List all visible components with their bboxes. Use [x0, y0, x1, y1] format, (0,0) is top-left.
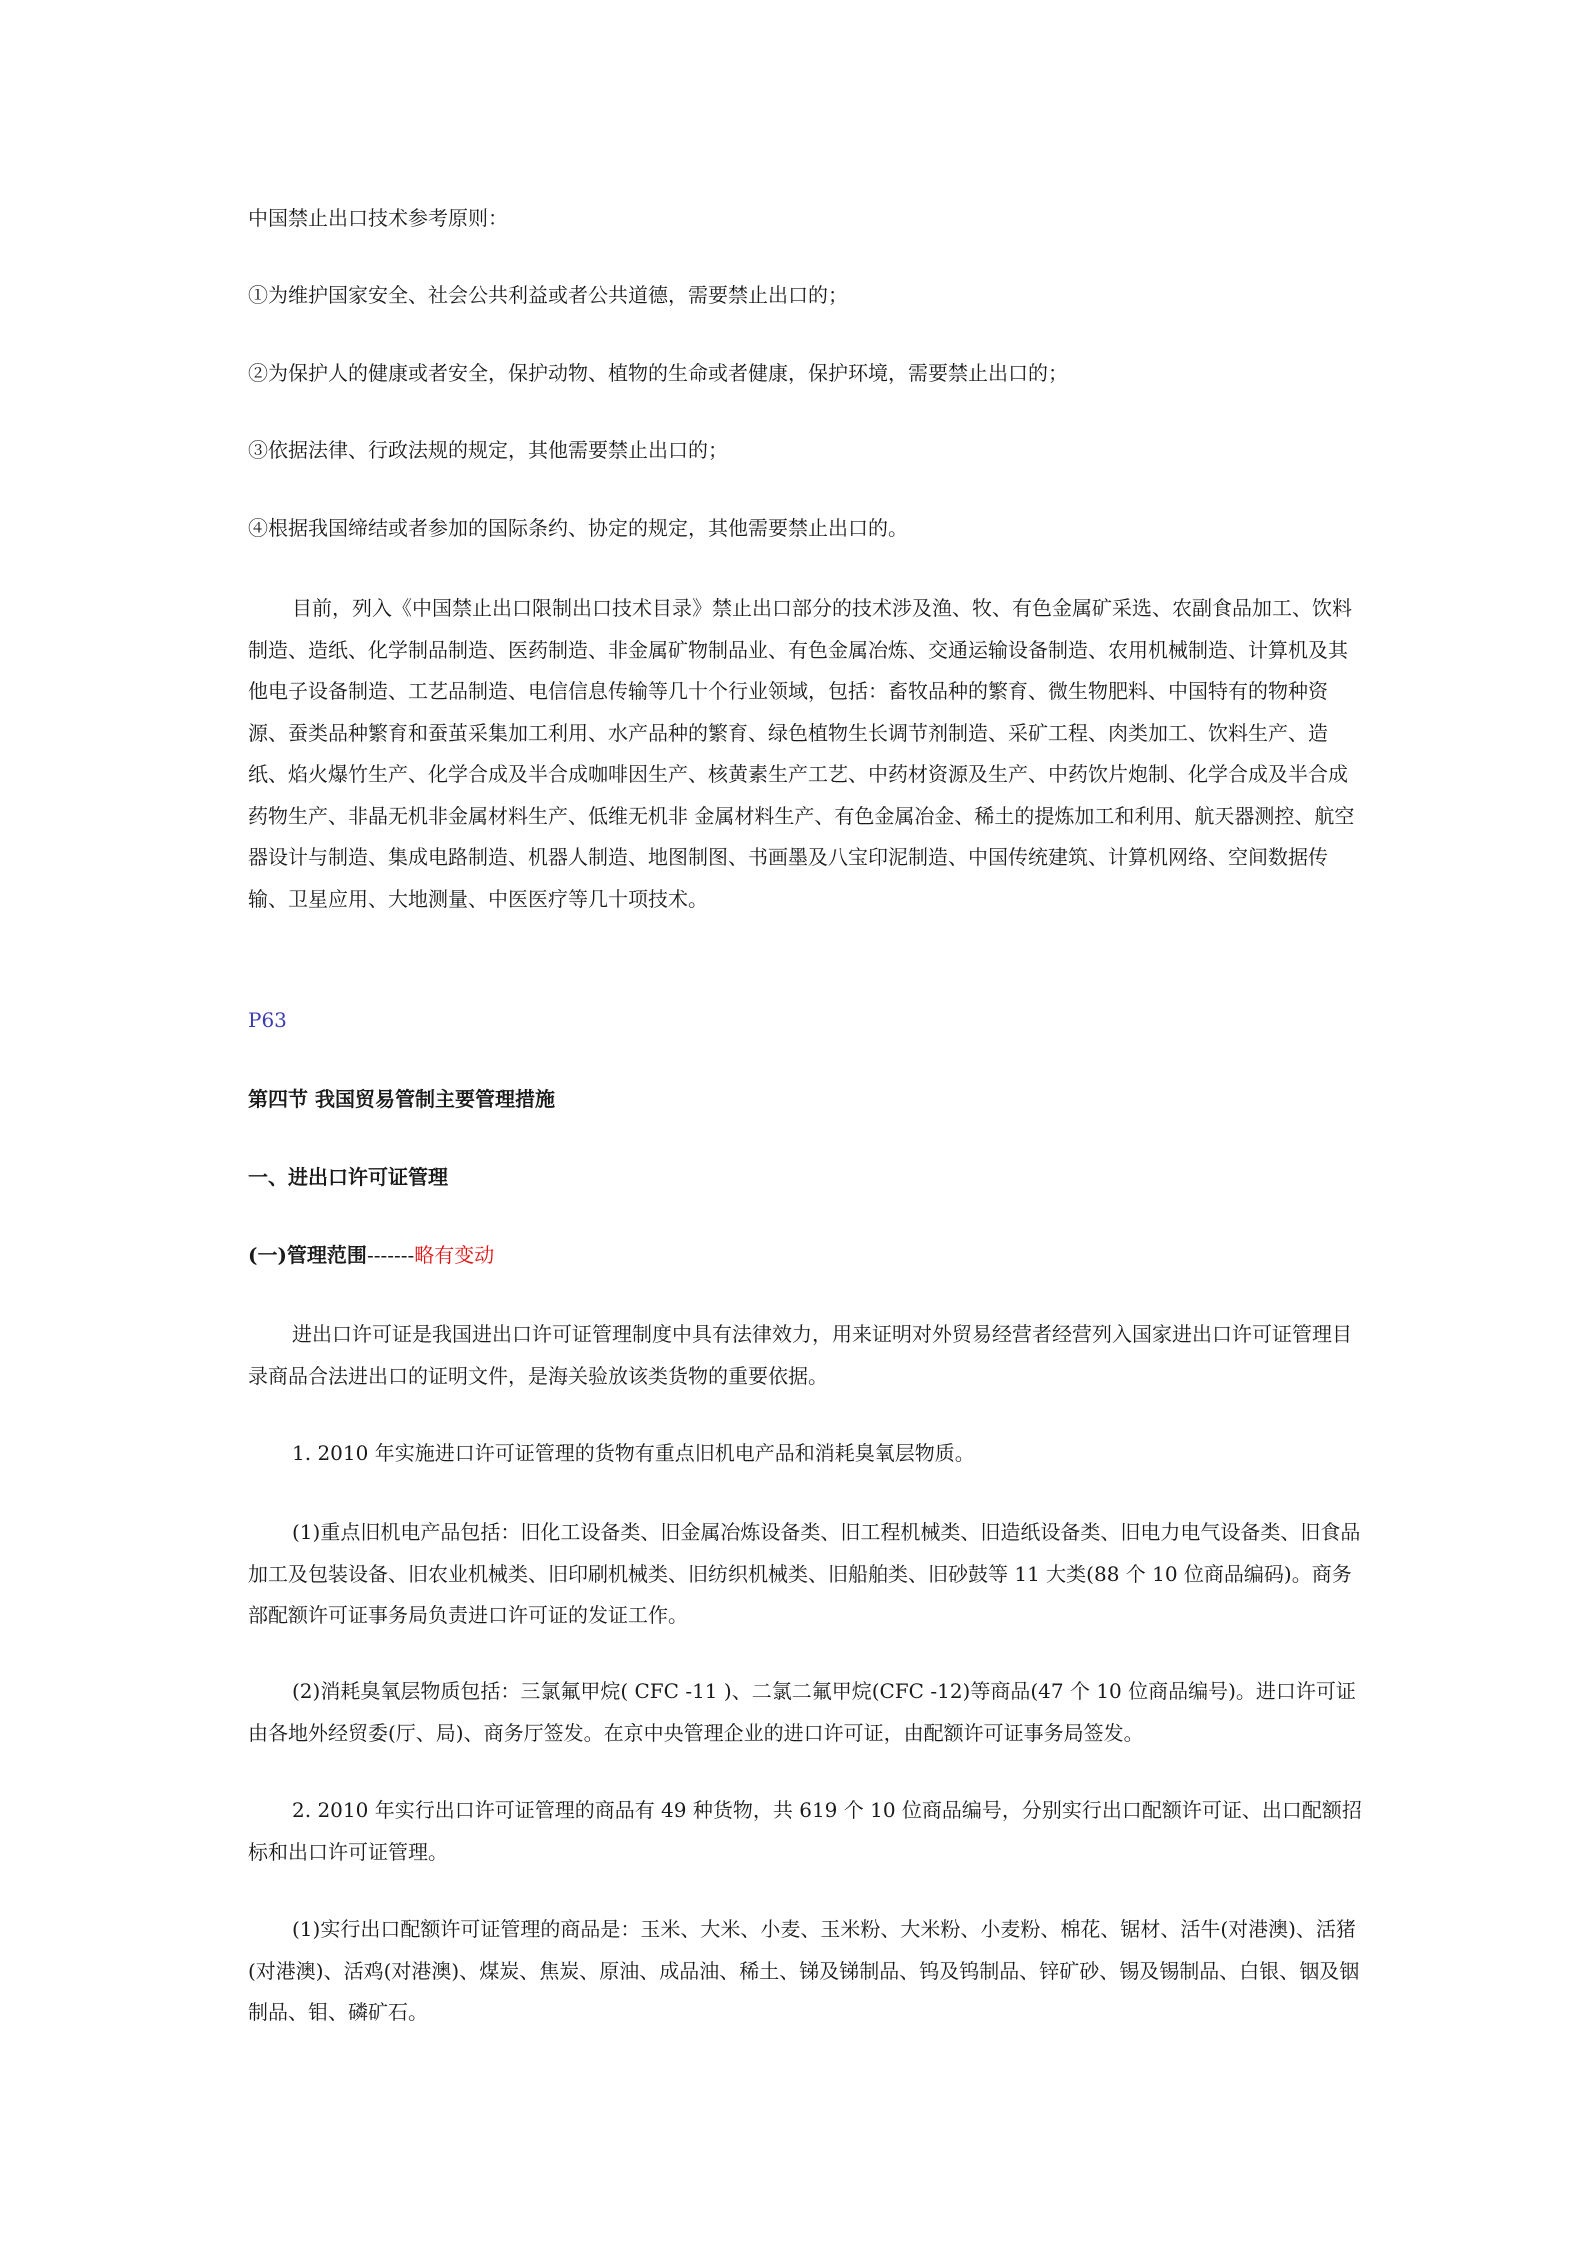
principle-item-2: ②为保护人的健康或者安全，保护动物、植物的生命或者健康，保护环境，需要禁止出口的；: [248, 361, 1068, 385]
scope-dashes: -------: [366, 1243, 415, 1267]
principle-item-4: ④根据我国缔结或者参加的国际条约、协定的规定，其他需要禁止出口的。: [248, 516, 908, 540]
principle-item-3: ③依据法律、行政法规的规定，其他需要禁止出口的；: [248, 438, 728, 462]
principles-heading: 中国禁止出口技术参考原则：: [248, 206, 508, 230]
scope-heading: [248, 1235, 1366, 1277]
subsection-title: 一、进出口许可证管理: [248, 1165, 448, 1189]
scope-title: (一)管理范围: [248, 1243, 367, 1267]
import-license-item-1-1: (1)重点旧机电产品包括：旧化工设备类、旧金属冶炼设备类、旧工程机械类、旧造纸设备类、旧电力电气设备类、旧食品加工及包装设备、旧农业机械类、旧印刷机械类、旧纺织机械类、旧船舶类、旧砂鼓等 11 大类(88 个 10 位商品编码)。商务部配额许可证事务局负责进口许可证的发证工作。: [248, 1520, 1361, 1627]
principle-item-1: ①为维护国家安全、社会公共利益或者公共道德，需要禁止出口的；: [248, 283, 848, 307]
catalog-paragraph: 目前，列入《中国禁止出口限制出口技术目录》禁止出口部分的技术涉及渔、牧、有色金属矿采选、农副食品加工、饮料制造、造纸、化学制品制造、医药制造、非金属矿物制品业、有色金属冶炼、交通运输设备制造、农用机械制造、计算机及其他电子设备制造、工艺品制造、电信信息传输等几十个行业领域，包括：畜牧品种的繁育、微生物肥料、中国特有的物种资源、蚕类品种繁育和蚕茧采集加工利用、水产品种的繁育、绿色植物生长调节剂制造、采矿工程、肉类加工、饮料生产、造纸、焰火爆竹生产、化学合成及半合成咖啡因生产、核黄素生产工艺、中药材资源及生产、中药饮片炮制、化学合成及半合成药物生产、非晶无机非金属材料生产、低维无机非 金属材料生产、有色金属冶金、稀土的提炼加工和利用、航天器测控、航空器设计与制造、集成电路制造、机器人制造、地图制图、书画墨及八宝印泥制造、中国传统建筑、计算机网络、空间数据传输、卫星应用、大地测量、中医医疗等几十项技术。: [248, 596, 1355, 911]
export-license-item-2-1: (1)实行出口配额许可证管理的商品是：玉米、大米、小麦、玉米粉、大米粉、小麦粉、棉花、锯材、活牛(对港澳)、活猪(对港澳)、活鸡(对港澳)、煤炭、焦炭、原油、成品油、稀土、锑及锑制品、钨及钨制品、锌矿砂、锡及锡制品、白银、铟及铟制品、钼、磷矿石。: [248, 1917, 1360, 2024]
export-license-item-2: 2. 2010 年实行出口许可证管理的商品有 49 种货物，共 619 个 10 位商品编号，分别实行出口配额许可证、出口配额招标和出口许可证管理。: [248, 1798, 1362, 1864]
page-reference: P63: [248, 1008, 287, 1032]
import-license-item-1: 1. 2010 年实施进口许可证管理的货物有重点旧机电产品和消耗臭氧层物质。: [292, 1441, 975, 1465]
scope-change-note: 略有变动: [414, 1243, 495, 1267]
import-license-item-1-2: (2)消耗臭氧层物质包括：三氯氟甲烷( CFC -11 )、二氯二氟甲烷(CFC -12)等商品(47 个 10 位商品编号)。进口许可证由各地外经贸委(厅、局)、商务厅签发。在京中央管理企业的进口许可证，由配额许可证事务局签发。: [248, 1679, 1356, 1745]
section-title: 第四节 我国贸易管制主要管理措施: [248, 1087, 555, 1111]
license-paragraph: 进出口许可证是我国进出口许可证管理制度中具有法律效力，用来证明对外贸易经营者经营列入国家进出口许可证管理目录商品合法进出口的证明文件，是海关验放该类货物的重要依据。: [248, 1322, 1352, 1388]
